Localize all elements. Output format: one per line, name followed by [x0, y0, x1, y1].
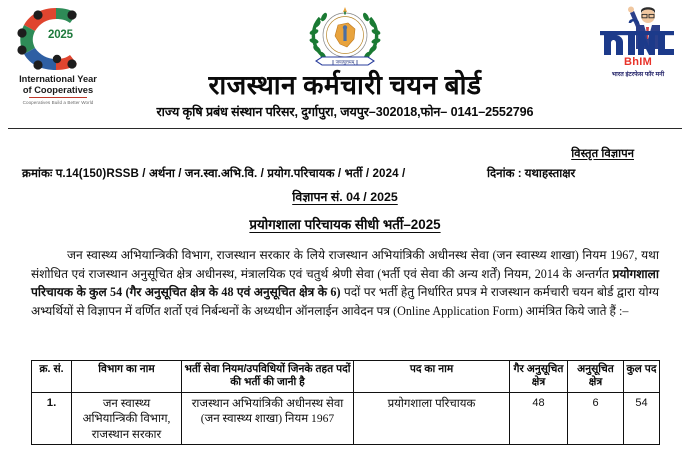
column-header-serial: क्र. सं.	[32, 361, 72, 393]
bhim-logo	[592, 1, 684, 78]
page-title: राजस्थान कर्मचारी चयन बोर्ड	[208, 70, 482, 100]
header-divider	[8, 128, 682, 129]
cooperatives-tagline: Cooperatives Build a Better World	[22, 99, 94, 105]
cell-rules: राजस्थान अभियांत्रिकी अधीनस्थ सेवा (जन स्वास्थ्य शाखा) नियम 1967	[182, 392, 354, 444]
rajasthan-government-emblem	[306, 2, 384, 68]
bhim-ambedkar-icon	[592, 1, 684, 63]
vacancy-table	[31, 360, 660, 445]
detailed-advertisement-label: विस्तृत विज्ञापन	[571, 148, 634, 160]
column-header-scheduled: अनुसूचित क्षेत्र	[568, 361, 624, 393]
memo-date: दिनांक : यथाहस्ताक्षर	[487, 167, 576, 180]
cell-non-scheduled: 48	[510, 392, 568, 444]
notice-meta	[0, 140, 690, 182]
cooperatives-c-mark-icon	[8, 2, 108, 76]
cooperatives-label-line2: of Cooperatives	[22, 84, 94, 95]
memo-number: क्रमांकः प.14(150)RSSB / अर्थना / जन.स्वा.अभि.वि. / प्रयोग.परिचायक / भर्ती / 2024 /	[22, 167, 406, 180]
cell-total: 54	[624, 392, 660, 444]
table-row	[32, 392, 660, 444]
cell-department: जन स्वास्थ्य अभियान्त्रिकी विभाग, राजस्थान सरकार	[72, 392, 182, 444]
column-header-non-scheduled: गैर अनुसूचित क्षेत्र	[510, 361, 568, 393]
column-header-post-name: पद का नाम	[354, 361, 510, 393]
column-header-department: विभाग का नाम	[72, 361, 182, 393]
body-highlight-vacancies: प्रयोगशाला परिचायक के कुल 54 (गैर अनुसूचित क्षेत्र के 48 एवं अनुसूचित क्षेत्र के 6)	[31, 266, 659, 300]
body-part-1: जन स्वास्थ्य अभियान्त्रिकी विभाग, राजस्थान सरकार के लिये राजस्थान अभियांत्रिकी अधीनस्थ सेवा (जन स्वास्थ्य शाखा) नियम 1967, यथा संशोधित एवं राजस्थान अनुसूचित क्षेत्र अधीनस्थ, मंत्रालयिक एवं चतुर्थ श्रेणी सेवा (भर्ती एवं सेवा की अन्य शर्तें) नियम, 2014 के अन्तर्गत	[31, 248, 659, 281]
bhim-latin-text: BhIM	[623, 56, 653, 68]
document-header	[0, 0, 690, 140]
column-header-rules: भर्ती सेवा नियम/उपविधियों जिनके तहत पदों की भर्ती की जानी है	[182, 361, 354, 393]
cell-serial: 1.	[32, 392, 72, 444]
advertisement-subject: प्रयोगशाला परिचायक सीधी भर्ती–2025	[249, 217, 441, 232]
body-part-2: पदों पर भर्ती हेतु निर्धारित प्रपत्र मे राजस्थान कर्मचारी चयन बोर्ड द्वारा योग्य अभ्यर्थियों से विज्ञापन में वर्णित शर्तो एवं निर्बन्धनों के अध्यधीन ऑनलाईन आवेदन पत्र (Online Application Form) आमंत्रित किये जाते हैं :–	[31, 285, 659, 318]
cooperatives-year: 2025	[48, 29, 73, 41]
column-header-total-posts: कुल पद	[624, 361, 660, 393]
table-header-row	[32, 361, 660, 393]
advertisement-number: विज्ञापन सं. 04 / 2025	[292, 190, 398, 204]
board-address: राज्य कृषि प्रबंध संस्थान परिसर, दुर्गापुरा, जयपुर–302018,फोन– 0141–2552796	[156, 105, 534, 119]
cooperatives-label-line1: International Year	[19, 74, 97, 84]
cell-scheduled: 6	[568, 392, 624, 444]
emblem-motto: || जयत्युत्तमम् ||	[331, 59, 359, 65]
bhim-tagline: भारत इंटरफेस फॉर मनी	[611, 71, 665, 78]
notice-body-paragraph	[31, 246, 659, 320]
cell-post-name: प्रयोगशाला परिचायक	[354, 392, 510, 444]
